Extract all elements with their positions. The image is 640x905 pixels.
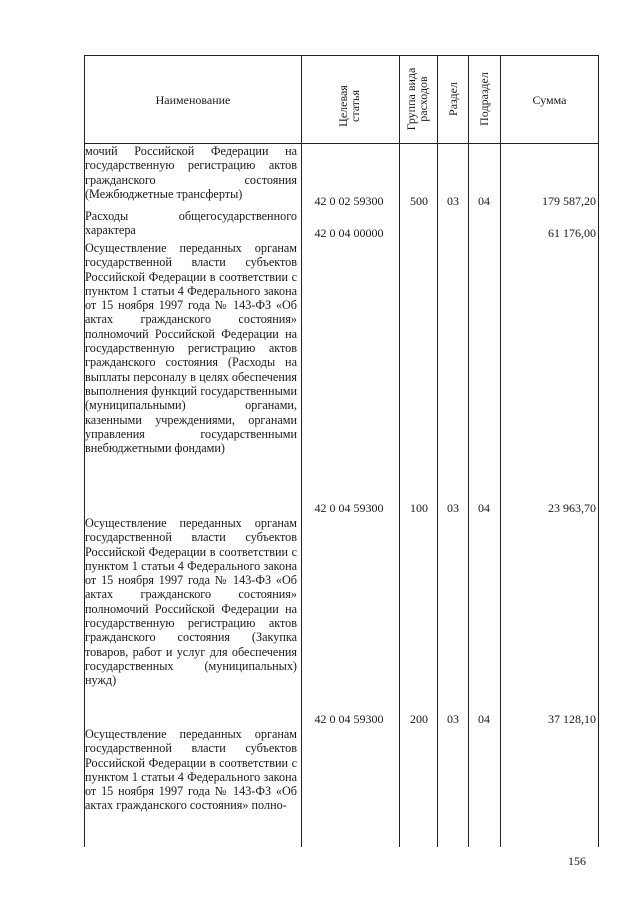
table-row-sum: 37 128,10 [548, 712, 596, 726]
header-subsection: Подраздел [477, 72, 491, 126]
header-sum: Сумма [532, 93, 567, 107]
header-group-line1: Группа вида [404, 67, 418, 131]
table-row-name: Осуществление переданных органам государственной власти субъектов Российской Федерации в соответствии с пунктом 1 статьи 4 Федерального закона от 15 ноября 1997 года № 143-ФЗ «Об актах гражданского состояния» полномочий Российской Федерации на государственную регистрацию актов гражданского состояния (Расходы на выплаты персоналу в целях обеспечения выполнения функций государственными (муниципальными) органами, казенными учреждениями, органами управления государственными внебюджетными фондами) [85, 241, 297, 456]
table-row-name: Осуществление переданных органам государственной власти субъектов Российской Федерации в соответствии с пунктом 1 статьи 4 Федерального закона от 15 ноября 1997 года № 143-ФЗ «Об актах гражданского состояния» полно- [85, 727, 297, 813]
table-row-group: 500 [410, 194, 428, 208]
header-group [405, 56, 431, 142]
table-row-code: 42 0 02 59300 [314, 194, 384, 208]
table-row-section: 03 [447, 712, 459, 726]
table-row-name: мочий Российской Федерации на государственную регистрацию актов гражданского состояния (Межбюджетные трансферты) [85, 144, 297, 201]
table-row-sum: 179 587,20 [542, 194, 596, 208]
table-row-name: Осуществление переданных органам государственной власти субъектов Российской Федерации в соответствии с пунктом 1 статьи 4 Федерального закона от 15 ноября 1997 года № 143-ФЗ «Об актах гражданского состояния» полномочий Российской Федерации на государственную регистрацию актов гражданского состояния (Закупка товаров, работ и услуг для обеспечения государственных (муниципальных) нужд) [85, 516, 297, 688]
table-row-sum: 23 963,70 [548, 501, 596, 515]
table-row-subsection: 04 [478, 194, 490, 208]
col-divider-code [399, 55, 400, 847]
table-row-subsection: 04 [478, 501, 490, 515]
col-divider-section [468, 55, 469, 847]
table-row-code: 42 0 04 59300 [314, 501, 384, 515]
table-row-section: 03 [447, 194, 459, 208]
header-name: Наименование [155, 93, 231, 107]
table-top-border [84, 55, 599, 56]
table-row-section: 03 [447, 501, 459, 515]
col-divider-subsection [500, 55, 501, 847]
table-row-code: 42 0 04 59300 [314, 712, 384, 726]
table-row-group: 100 [410, 501, 428, 515]
header-target-line2: статья [348, 90, 362, 122]
table-row-sum: 61 176,00 [548, 226, 596, 240]
table-row-code: 42 0 04 00000 [314, 226, 384, 240]
page-number: 156 [568, 854, 586, 868]
header-group-line2: расходов [416, 76, 430, 122]
col-divider-group [437, 55, 438, 847]
header-target-line1: Целевая [336, 85, 350, 127]
table-row-group: 200 [410, 712, 428, 726]
col-divider-name [301, 55, 302, 847]
table-right-border [598, 55, 599, 847]
table-row-name: Расходы общегосударственного характера [85, 209, 297, 238]
header-target [337, 62, 363, 150]
table-row-subsection: 04 [478, 712, 490, 726]
header-section: Раздел [446, 82, 460, 116]
